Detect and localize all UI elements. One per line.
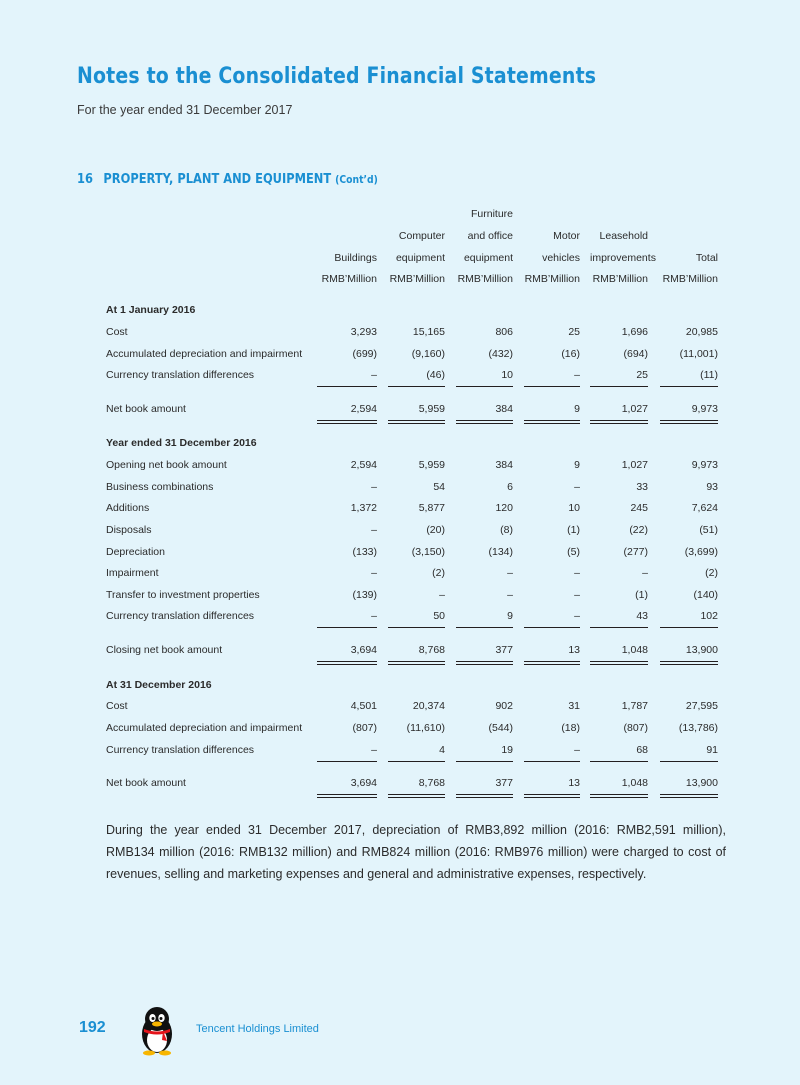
- cell: 102: [700, 610, 718, 622]
- cell: 5,959: [418, 459, 445, 471]
- cell: 20,374: [412, 700, 445, 712]
- subtotal-rule: [524, 761, 580, 762]
- column-header: Motor: [553, 230, 580, 242]
- group-heading-label: At 1 January 2016: [106, 304, 196, 316]
- cell: 1,696: [621, 326, 648, 338]
- cell: (140): [693, 589, 718, 601]
- cell: –: [371, 744, 377, 756]
- cell: 9: [574, 459, 580, 471]
- subtotal-rule: [317, 761, 377, 762]
- cell: –: [371, 567, 377, 579]
- cell: 15,165: [412, 326, 445, 338]
- cell: –: [574, 589, 580, 601]
- cell: 13: [568, 644, 580, 656]
- cell: (699): [352, 348, 377, 360]
- column-unit: RMB’Million: [321, 273, 377, 285]
- cell: –: [371, 610, 377, 622]
- cell: 1,027: [621, 459, 648, 471]
- row-label: Accumulated depreciation and impairment: [106, 348, 303, 360]
- cell: (134): [488, 546, 513, 558]
- row-label: Disposals: [106, 524, 152, 536]
- column-unit: RMB’Million: [457, 273, 513, 285]
- cell: –: [574, 369, 580, 381]
- cell: (13,786): [678, 722, 718, 734]
- cell: –: [574, 610, 580, 622]
- cell: 9: [574, 403, 580, 415]
- cell: (11,610): [406, 722, 445, 734]
- subtotal-rule: [388, 761, 445, 762]
- row-label: Transfer to investment properties: [106, 589, 260, 601]
- row-label: Currency translation differences: [106, 369, 255, 381]
- subtotal-rule: [456, 761, 513, 762]
- page-title: Notes to the Consolidated Financial Statements: [77, 64, 597, 89]
- total-double-rule: [590, 661, 648, 665]
- column-header: and office: [467, 230, 513, 242]
- cell: (9,160): [411, 348, 445, 360]
- cell: 6: [507, 481, 513, 493]
- cell: –: [574, 744, 580, 756]
- subtotal-rule: [660, 761, 718, 762]
- cell: 25: [636, 369, 648, 381]
- column-header: Furniture: [470, 208, 513, 220]
- row-label: Impairment: [106, 567, 159, 579]
- cell: (16): [561, 348, 580, 360]
- cell: (694): [623, 348, 648, 360]
- column-header: vehicles: [542, 252, 580, 264]
- cell: (18): [561, 722, 580, 734]
- cell: 5,877: [418, 502, 445, 514]
- page-subtitle: For the year ended 31 December 2017: [77, 103, 293, 117]
- total-double-rule: [524, 420, 580, 424]
- total-double-rule: [660, 794, 718, 798]
- section-title: PROPERTY, PLANT AND EQUIPMENT: [103, 172, 332, 187]
- row-label: Cost: [106, 326, 128, 338]
- cell: 3,694: [350, 777, 377, 789]
- cell: (277): [623, 546, 648, 558]
- cell: 1,048: [621, 777, 648, 789]
- row-label: Accumulated depreciation and impairment: [106, 722, 303, 734]
- cell: –: [507, 567, 513, 579]
- cell: 384: [495, 403, 513, 415]
- cell: 27,595: [685, 700, 718, 712]
- cell: 4: [439, 744, 445, 756]
- section-contd: (Cont’d): [335, 174, 378, 186]
- cell: 5,959: [418, 403, 445, 415]
- column-header: equipment: [395, 252, 445, 264]
- cell: 8,768: [418, 644, 445, 656]
- row-label: Additions: [106, 502, 150, 514]
- column-unit: RMB’Million: [524, 273, 580, 285]
- cell: 3,694: [350, 644, 377, 656]
- subtotal-rule: [317, 386, 377, 387]
- cell: –: [371, 369, 377, 381]
- depreciation-note-paragraph: During the year ended 31 December 2017, depreciation of RMB3,892 million (2016: RMB2,591 million), RMB134 million (2016: RMB132 million) and RMB824 million (2016: RMB976 million) were charged to cost of revenues, selling and marketing expenses and general and administrative expenses, respectively.: [106, 823, 726, 881]
- cell: 25: [568, 326, 580, 338]
- cell: 10: [568, 502, 580, 514]
- page-number: 192: [79, 1019, 106, 1036]
- company-name: Tencent Holdings Limited: [196, 1023, 319, 1035]
- cell: (133): [352, 546, 377, 558]
- subtotal-rule: [456, 627, 513, 628]
- cell: 19: [501, 744, 513, 756]
- column-unit: RMB’Million: [592, 273, 648, 285]
- group-heading-label: Year ended 31 December 2016: [106, 437, 257, 449]
- total-double-rule: [590, 420, 648, 424]
- subtotal-rule: [524, 386, 580, 387]
- cell: –: [642, 567, 648, 579]
- cell: 1,048: [621, 644, 648, 656]
- total-double-rule: [456, 661, 513, 665]
- subtotal-rule: [590, 627, 648, 628]
- cell: 377: [495, 777, 513, 789]
- cell: 13,900: [685, 777, 718, 789]
- total-double-rule: [317, 420, 377, 424]
- subtotal-rule: [590, 761, 648, 762]
- cell: 4,501: [350, 700, 377, 712]
- cell: 68: [636, 744, 648, 756]
- row-label: Net book amount: [106, 403, 186, 415]
- cell: (22): [629, 524, 648, 536]
- cell: 1,027: [621, 403, 648, 415]
- cell: 384: [495, 459, 513, 471]
- subtotal-rule: [388, 627, 445, 628]
- column-header: Leasehold: [599, 230, 648, 242]
- total-double-rule: [524, 661, 580, 665]
- row-label: Closing net book amount: [106, 644, 223, 656]
- subtotal-rule: [456, 386, 513, 387]
- cell: (11,001): [679, 348, 718, 360]
- subtotal-rule: [317, 627, 377, 628]
- total-double-rule: [388, 794, 445, 798]
- total-double-rule: [660, 420, 718, 424]
- column-header: Total: [695, 252, 718, 264]
- cell: 43: [636, 610, 648, 622]
- cell: –: [507, 589, 513, 601]
- cell: (139): [352, 589, 377, 601]
- cell: 50: [433, 610, 445, 622]
- column-unit: RMB’Million: [662, 273, 718, 285]
- cell: (3,150): [411, 546, 445, 558]
- cell: (432): [488, 348, 513, 360]
- cell: (51): [699, 524, 718, 536]
- subtotal-rule: [590, 386, 648, 387]
- section-number: 16: [77, 172, 93, 187]
- total-double-rule: [317, 661, 377, 665]
- cell: 377: [495, 644, 513, 656]
- cell: (1): [567, 524, 580, 536]
- cell: –: [574, 481, 580, 493]
- subtotal-rule: [660, 386, 718, 387]
- cell: 31: [568, 700, 580, 712]
- cell: 9,973: [691, 403, 718, 415]
- total-double-rule: [388, 420, 445, 424]
- cell: 2,594: [350, 403, 377, 415]
- subtotal-rule: [660, 627, 718, 628]
- cell: –: [574, 567, 580, 579]
- column-header: Computer: [398, 230, 445, 242]
- cell: 120: [495, 502, 513, 514]
- row-label: Opening net book amount: [106, 459, 227, 471]
- cell: 1,372: [350, 502, 377, 514]
- total-double-rule: [660, 661, 718, 665]
- cell: (2): [705, 567, 718, 579]
- cell: (2): [432, 567, 445, 579]
- total-double-rule: [317, 794, 377, 798]
- total-double-rule: [456, 420, 513, 424]
- cell: 13: [568, 777, 580, 789]
- cell: (46): [426, 369, 445, 381]
- column-unit: RMB’Million: [389, 273, 445, 285]
- cell: –: [371, 524, 377, 536]
- cell: (20): [426, 524, 445, 536]
- column-header: equipment: [463, 252, 513, 264]
- cell: (807): [352, 722, 377, 734]
- cell: (5): [567, 546, 580, 558]
- cell: 8,768: [418, 777, 445, 789]
- row-label: Depreciation: [106, 546, 165, 558]
- column-header: Buildings: [334, 252, 377, 264]
- cell: 245: [630, 502, 648, 514]
- cell: 20,985: [685, 326, 718, 338]
- cell: 93: [706, 481, 718, 493]
- subtotal-rule: [388, 386, 445, 387]
- cell: 9: [507, 610, 513, 622]
- section-heading: [77, 172, 378, 187]
- cell: (544): [488, 722, 513, 734]
- cell: 7,624: [691, 502, 718, 514]
- row-label: Currency translation differences: [106, 744, 255, 756]
- penguin-mascot-icon: [137, 1004, 177, 1056]
- cell: 13,900: [685, 644, 718, 656]
- cell: (1): [635, 589, 648, 601]
- row-label: Net book amount: [106, 777, 186, 789]
- cell: (8): [500, 524, 513, 536]
- row-label: Cost: [106, 700, 128, 712]
- cell: (3,699): [684, 546, 718, 558]
- cell: –: [371, 481, 377, 493]
- cell: (11): [700, 369, 718, 381]
- group-heading-label: At 31 December 2016: [106, 679, 212, 691]
- total-double-rule: [524, 794, 580, 798]
- cell: 9,973: [691, 459, 718, 471]
- row-label: Business combinations: [106, 481, 214, 493]
- column-header: improvements: [590, 252, 656, 264]
- total-double-rule: [388, 661, 445, 665]
- cell: 33: [636, 481, 648, 493]
- cell: 54: [433, 481, 445, 493]
- cell: 3,293: [350, 326, 377, 338]
- row-label: Currency translation differences: [106, 610, 255, 622]
- cell: 806: [495, 326, 513, 338]
- cell: 1,787: [621, 700, 648, 712]
- total-double-rule: [456, 794, 513, 798]
- total-double-rule: [590, 794, 648, 798]
- cell: 902: [495, 700, 513, 712]
- cell: 10: [501, 369, 513, 381]
- cell: –: [439, 589, 445, 601]
- cell: 91: [706, 744, 718, 756]
- subtotal-rule: [524, 627, 580, 628]
- cell: (807): [623, 722, 648, 734]
- cell: 2,594: [350, 459, 377, 471]
